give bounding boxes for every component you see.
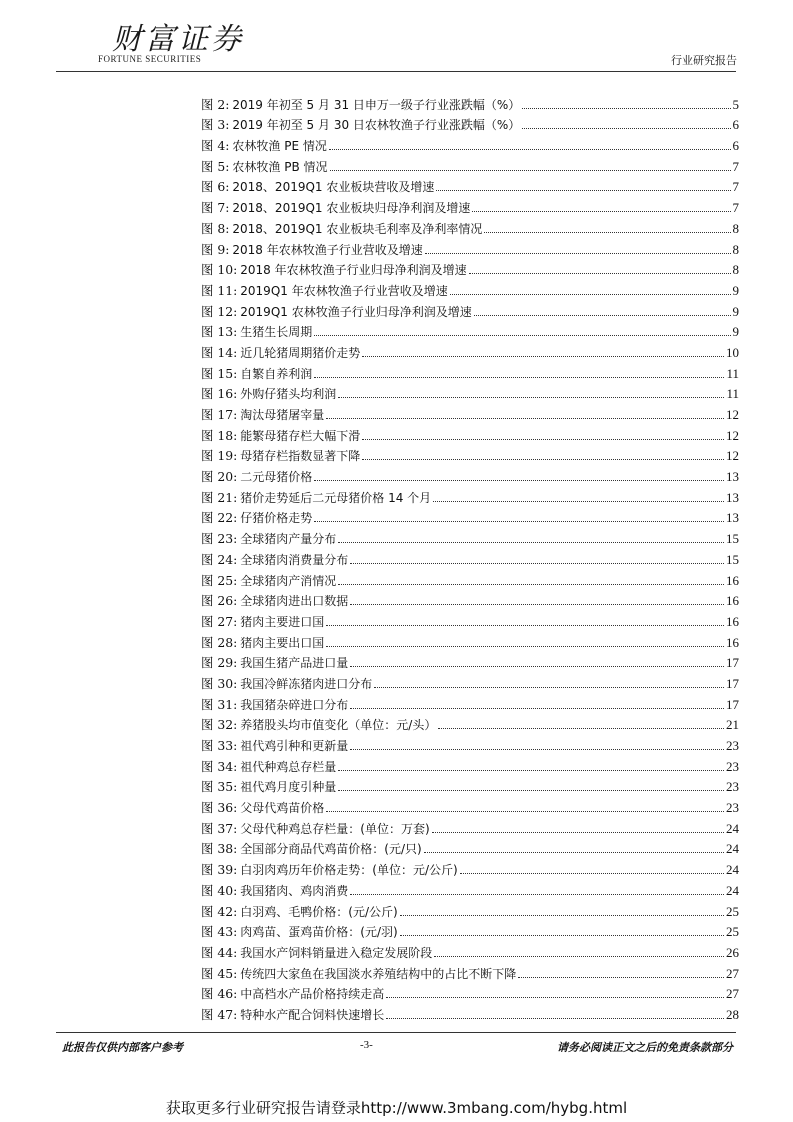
toc-leader-dots <box>518 977 724 978</box>
toc-entry[interactable] <box>201 920 739 941</box>
toc-figure-title: 传统四大家鱼在我国淡水养殖结构中的占比不断下降 <box>240 966 517 981</box>
toc-figure-label: 图 32: <box>201 717 238 733</box>
toc-figure-title: 2019Q1 年农林牧渔子行业营收及增速 <box>240 283 448 298</box>
toc-figure-title: 农林牧渔 PB 情况 <box>232 159 328 174</box>
toc-figure-label: 图 15: <box>201 365 238 381</box>
toc-leader-dots <box>469 273 731 274</box>
toc-leader-dots <box>350 749 724 750</box>
toc-figure-title: 2019 年初至 5 月 31 日申万一级子行业涨跌幅（%） <box>232 97 521 112</box>
toc-figure-title: 我国冷鲜冻猪肉进口分布 <box>240 676 373 691</box>
toc-figure-title: 猪肉主要进口国 <box>240 614 325 629</box>
toc-leader-dots <box>314 335 730 336</box>
toc-figure-label: 图 38: <box>201 841 238 857</box>
toc-entry[interactable] <box>201 733 739 754</box>
toc-page-number: 11 <box>726 386 739 402</box>
toc-leader-dots <box>432 832 724 833</box>
toc-leader-dots <box>338 790 724 791</box>
toc-page-number: 7 <box>732 200 739 216</box>
toc-leader-dots <box>400 935 724 936</box>
toc-figure-title: 仔猪价格走势 <box>240 511 313 526</box>
toc-entry[interactable] <box>201 1002 739 1023</box>
header-divider <box>56 71 736 72</box>
toc-figure-title: 母猪存栏指数显著下降 <box>240 449 361 464</box>
toc-figure-title: 中高档水产品价格持续走高 <box>240 987 385 1002</box>
toc-entry[interactable] <box>201 423 739 444</box>
toc-page-number: 24 <box>726 841 739 857</box>
toc-figure-label: 图 11: <box>201 282 238 298</box>
toc-page-number: 27 <box>726 986 739 1002</box>
toc-entry[interactable] <box>201 320 739 341</box>
toc-figure-label: 图 14: <box>201 344 238 360</box>
toc-figure-label: 图 25: <box>201 572 238 588</box>
toc-leader-dots <box>374 687 724 688</box>
toc-figure-title: 能繁母猪存栏大幅下滑 <box>240 428 361 443</box>
toc-figure-label: 图 29: <box>201 655 238 671</box>
toc-page-number: 16 <box>726 613 739 629</box>
toc-entry[interactable] <box>201 816 739 837</box>
toc-entry[interactable] <box>201 547 739 568</box>
toc-leader-dots <box>460 873 724 874</box>
toc-figure-label: 图 46: <box>201 986 238 1002</box>
toc-leader-dots <box>329 149 731 150</box>
toc-figure-title: 外购仔猪头均利润 <box>240 387 337 402</box>
toc-figure-label: 图 21: <box>201 489 238 505</box>
toc-entry[interactable] <box>201 154 739 175</box>
toc-entry[interactable] <box>201 795 739 816</box>
toc-figure-label: 图 10: <box>201 262 238 278</box>
toc-figure-label: 图 42: <box>201 903 238 919</box>
toc-figure-label: 图 43: <box>201 924 238 940</box>
toc-figure-title: 白羽肉鸡历年价格走势：(单位：元/公斤) <box>240 863 458 878</box>
toc-page-number: 25 <box>726 903 739 919</box>
toc-page-number: 23 <box>726 779 739 795</box>
toc-page-number: 8 <box>732 262 739 278</box>
toc-figure-label: 图 31: <box>201 696 238 712</box>
toc-figure-title: 祖代鸡引种和更新量 <box>240 739 349 753</box>
toc-page-number: 7 <box>732 158 739 174</box>
toc-figure-title: 2018、2019Q1 农业板块毛利率及净利率情况 <box>232 221 483 236</box>
toc-entry[interactable] <box>201 899 739 920</box>
toc-leader-dots <box>326 418 724 419</box>
toc-entry[interactable] <box>201 175 739 196</box>
toc-entry[interactable] <box>201 982 739 1003</box>
toc-leader-dots <box>434 956 724 957</box>
toc-entry[interactable] <box>201 92 739 113</box>
toc-page-number: 5 <box>732 96 739 112</box>
toc-page-number: 27 <box>726 965 739 981</box>
toc-page-number: 24 <box>726 882 739 898</box>
toc-entry[interactable] <box>201 878 739 899</box>
toc-entry[interactable] <box>201 195 739 216</box>
toc-entry[interactable] <box>201 609 739 630</box>
toc-figure-title: 2018、2019Q1 农业板块归母净利润及增速 <box>232 201 471 216</box>
toc-entry[interactable] <box>201 133 739 154</box>
toc-page-number: 7 <box>732 179 739 195</box>
figure-table-of-contents <box>201 92 739 1023</box>
toc-figure-label: 图 18: <box>201 427 238 443</box>
toc-leader-dots <box>400 915 724 916</box>
toc-entry[interactable] <box>201 464 739 485</box>
toc-figure-label: 图 47: <box>201 1006 238 1022</box>
toc-figure-label: 图 2: <box>201 96 230 112</box>
toc-page-number: 16 <box>726 634 739 650</box>
toc-figure-label: 图 8: <box>201 220 230 236</box>
toc-entry[interactable] <box>201 526 739 547</box>
toc-leader-dots <box>438 728 724 729</box>
toc-figure-title: 全球猪肉产消情况 <box>240 573 337 588</box>
toc-figure-title: 猪价走势延后二元母猪价格 14 个月 <box>240 490 432 505</box>
toc-entry[interactable] <box>201 299 739 320</box>
toc-leader-dots <box>326 625 724 626</box>
toc-figure-label: 图 44: <box>201 944 238 960</box>
toc-page-number: 11 <box>726 365 739 381</box>
toc-page-number: 23 <box>726 800 739 816</box>
toc-entry[interactable] <box>201 216 739 237</box>
toc-entry[interactable] <box>201 651 739 672</box>
toc-figure-label: 图 30: <box>201 675 238 691</box>
toc-leader-dots <box>314 480 724 481</box>
toc-figure-label: 图 39: <box>201 862 238 878</box>
toc-leader-dots <box>338 584 724 585</box>
toc-entry[interactable] <box>201 940 739 961</box>
toc-figure-label: 图 16: <box>201 386 238 402</box>
footer-disclaimer-right: 请务必阅读正文之后的免责条款部分 <box>557 1041 733 1054</box>
toc-entry[interactable] <box>201 961 739 982</box>
toc-leader-dots <box>350 708 724 709</box>
toc-page-number: 6 <box>732 138 739 154</box>
toc-figure-title: 近几轮猪周期猪价走势 <box>240 345 361 360</box>
toc-figure-label: 图 27: <box>201 613 238 629</box>
toc-entry[interactable] <box>201 340 739 361</box>
toc-entry[interactable] <box>201 754 739 775</box>
toc-figure-title: 肉鸡苗、蛋鸡苗价格：(元/羽) <box>240 925 398 940</box>
toc-figure-title: 全球猪肉产量分布 <box>240 532 337 547</box>
toc-page-number: 16 <box>726 593 739 609</box>
toc-entry[interactable] <box>201 485 739 506</box>
toc-leader-dots <box>522 108 730 109</box>
toc-figure-label: 图 7: <box>201 200 230 216</box>
toc-figure-label: 图 4: <box>201 138 230 154</box>
toc-figure-label: 图 19: <box>201 448 238 464</box>
toc-page-number: 15 <box>726 551 739 567</box>
toc-entry[interactable] <box>201 506 739 527</box>
toc-page-number: 12 <box>726 407 739 422</box>
toc-entry[interactable] <box>201 692 739 713</box>
toc-leader-dots <box>425 253 731 254</box>
toc-page-number: 9 <box>732 324 739 340</box>
page-header <box>0 0 793 72</box>
toc-figure-title: 全国部分商品代鸡苗价格：(元/只) <box>240 842 422 857</box>
page-number: -3- <box>360 1039 373 1051</box>
toc-leader-dots <box>474 315 731 316</box>
toc-page-number: 13 <box>726 510 739 526</box>
toc-figure-title: 我国猪杂碎进口分布 <box>240 697 349 712</box>
toc-figure-label: 图 24: <box>201 551 238 567</box>
toc-entry[interactable] <box>201 113 739 134</box>
toc-figure-label: 图 28: <box>201 634 238 650</box>
toc-leader-dots <box>330 170 731 171</box>
toc-leader-dots <box>326 811 724 812</box>
toc-page-number: 25 <box>726 924 739 940</box>
promo-link-text[interactable]: 获取更多行业研究报告请登录http://www.3mbang.com/hybg.html <box>165 1099 628 1117</box>
toc-entry[interactable] <box>201 713 739 734</box>
report-type-label: 行业研究报告 <box>671 54 737 67</box>
toc-figure-title: 白羽鸡、毛鸭价格：(元/公斤) <box>240 904 398 919</box>
toc-leader-dots <box>522 128 730 129</box>
footer-divider <box>56 1032 736 1033</box>
toc-figure-title: 2018 年农林牧渔子行业归母净利润及增速 <box>240 263 467 278</box>
toc-figure-title: 猪肉主要出口国 <box>240 635 325 650</box>
toc-figure-title: 我国生猪产品进口量 <box>240 656 349 671</box>
toc-page-number: 26 <box>726 944 739 960</box>
toc-page-number: 13 <box>726 469 739 485</box>
toc-page-number: 17 <box>726 696 739 712</box>
toc-leader-dots <box>350 563 724 564</box>
toc-leader-dots <box>362 439 724 440</box>
toc-page-number: 6 <box>732 117 739 133</box>
toc-figure-title: 父母代鸡苗价格 <box>240 801 325 816</box>
toc-figure-label: 图 37: <box>201 820 238 836</box>
toc-figure-title: 2019 年初至 5 月 30 日农林牧渔子行业涨跌幅（%） <box>232 118 521 133</box>
toc-page-number: 24 <box>726 862 739 878</box>
toc-leader-dots <box>433 501 724 502</box>
company-logo-english: FORTUNE SECURITIES <box>98 54 202 64</box>
toc-page-number: 10 <box>726 344 739 360</box>
toc-entry[interactable] <box>201 837 739 858</box>
toc-figure-label: 图 5: <box>201 158 230 174</box>
toc-figure-title: 农林牧渔 PE 情况 <box>232 139 327 154</box>
toc-page-number: 8 <box>732 220 739 236</box>
toc-page-number: 23 <box>726 758 739 774</box>
toc-figure-label: 图 13: <box>201 324 238 340</box>
toc-leader-dots <box>424 852 724 853</box>
toc-figure-title: 特种水产配合饲料快速增长 <box>240 1007 385 1022</box>
toc-leader-dots <box>350 604 724 605</box>
toc-figure-label: 图 40: <box>201 882 238 898</box>
toc-entry[interactable] <box>201 402 739 423</box>
toc-entry[interactable] <box>201 237 739 258</box>
toc-figure-title: 我国猪肉、鸡肉消费 <box>240 883 349 898</box>
toc-page-number: 17 <box>726 675 739 691</box>
toc-leader-dots <box>362 459 724 460</box>
toc-page-number: 12 <box>726 427 739 443</box>
toc-leader-dots <box>386 997 724 998</box>
toc-figure-label: 图 12: <box>201 303 238 319</box>
toc-figure-label: 图 33: <box>201 738 238 753</box>
toc-figure-title: 我国水产饲料销量进入稳定发展阶段 <box>240 945 433 960</box>
toc-page-number: 9 <box>732 282 739 298</box>
toc-page-number: 17 <box>726 655 739 671</box>
toc-page-number: 13 <box>726 489 739 505</box>
toc-figure-label: 图 35: <box>201 779 238 795</box>
toc-figure-title: 全球猪肉进出口数据 <box>240 594 349 609</box>
toc-figure-label: 图 20: <box>201 469 238 485</box>
toc-leader-dots <box>338 770 724 771</box>
toc-entry[interactable] <box>201 568 739 589</box>
toc-figure-title: 父母代种鸡总存栏量：(单位：万套) <box>240 821 430 836</box>
toc-entry[interactable] <box>201 630 739 651</box>
toc-figure-label: 图 26: <box>201 593 238 609</box>
toc-page-number: 24 <box>726 820 739 836</box>
toc-figure-title: 全球猪肉消费量分布 <box>240 552 349 567</box>
toc-leader-dots <box>362 356 724 357</box>
toc-figure-label: 图 36: <box>201 800 238 816</box>
toc-page-number: 21 <box>726 717 739 733</box>
toc-figure-title: 2018、2019Q1 农业板块营收及增速 <box>232 180 435 195</box>
toc-figure-label: 图 45: <box>201 965 238 981</box>
toc-figure-title: 自繁自养利润 <box>240 366 313 381</box>
company-logo: 财富证券 <box>112 22 244 57</box>
toc-figure-label: 图 6: <box>201 179 230 195</box>
toc-leader-dots <box>472 211 730 212</box>
footer-disclaimer-left: 此报告仅供内部客户参考 <box>62 1041 183 1054</box>
toc-leader-dots <box>386 1018 724 1019</box>
toc-entry[interactable] <box>201 775 739 796</box>
toc-entry[interactable] <box>201 671 739 692</box>
toc-entry[interactable] <box>201 857 739 878</box>
toc-figure-label: 图 22: <box>201 510 238 526</box>
toc-figure-title: 生猪生长周期 <box>240 325 313 340</box>
toc-figure-label: 图 9: <box>201 241 230 257</box>
toc-figure-title: 养猪股头均市值变化（单位：元/头） <box>240 718 437 733</box>
toc-entry[interactable] <box>201 444 739 465</box>
toc-figure-title: 2019Q1 农林牧渔子行业归母净利润及增速 <box>240 304 472 319</box>
toc-entry[interactable] <box>201 258 739 279</box>
toc-page-number: 23 <box>726 738 739 753</box>
toc-leader-dots <box>350 894 724 895</box>
toc-leader-dots <box>314 377 724 378</box>
toc-figure-title: 淘汰母猪屠宰量 <box>240 408 325 422</box>
toc-figure-title: 2018 年农林牧渔子行业营收及增速 <box>232 242 423 257</box>
toc-leader-dots <box>436 190 730 191</box>
toc-leader-dots <box>314 521 724 522</box>
toc-page-number: 28 <box>726 1006 739 1022</box>
toc-entry[interactable] <box>201 361 739 382</box>
toc-figure-label: 图 23: <box>201 531 238 547</box>
toc-page-number: 8 <box>732 241 739 257</box>
toc-page-number: 16 <box>726 572 739 588</box>
toc-figure-title: 祖代种鸡总存栏量 <box>240 759 337 774</box>
toc-page-number: 9 <box>732 303 739 319</box>
toc-entry[interactable] <box>201 589 739 610</box>
toc-page-number: 12 <box>726 448 739 464</box>
toc-figure-title: 二元母猪价格 <box>240 470 313 485</box>
toc-leader-dots <box>484 232 730 233</box>
toc-leader-dots <box>326 646 724 647</box>
toc-entry[interactable] <box>201 278 739 299</box>
toc-leader-dots <box>338 397 724 398</box>
toc-figure-title: 祖代鸡月度引种量 <box>240 780 337 795</box>
toc-leader-dots <box>450 294 731 295</box>
toc-leader-dots <box>350 666 724 667</box>
toc-figure-label: 图 3: <box>201 117 230 133</box>
toc-leader-dots <box>338 542 724 543</box>
toc-entry[interactable] <box>201 382 739 403</box>
toc-figure-label: 图 17: <box>201 407 238 422</box>
toc-page-number: 15 <box>726 531 739 547</box>
toc-figure-label: 图 34: <box>201 758 238 774</box>
